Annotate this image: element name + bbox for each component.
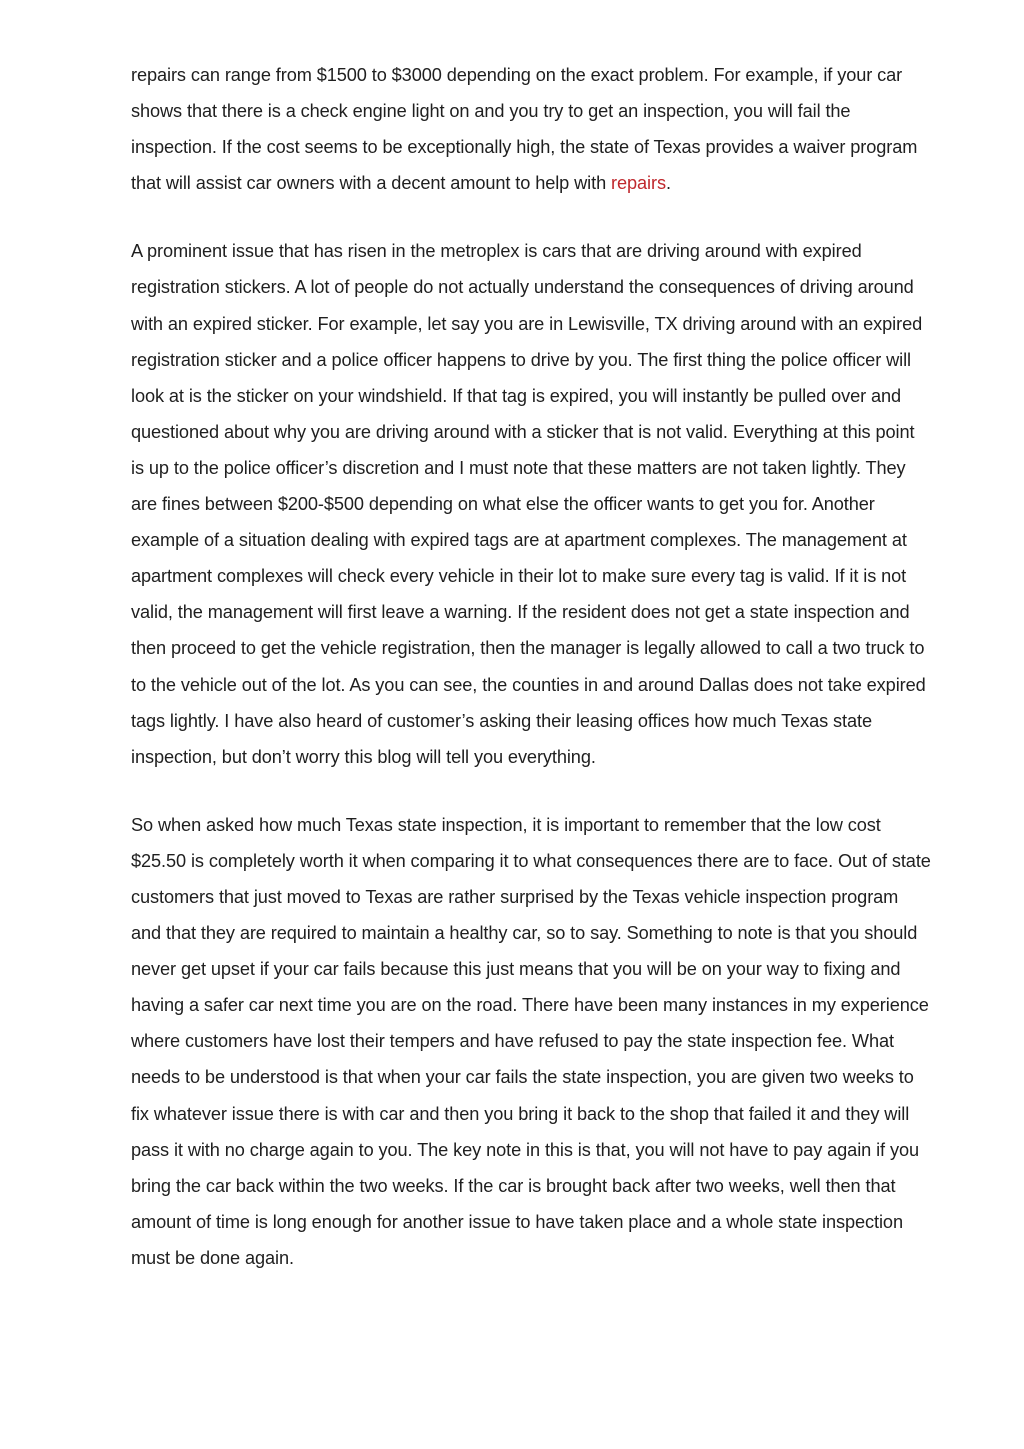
repairs-link[interactable]: repairs (611, 173, 666, 194)
paragraph-inspection-cost: So when asked how much Texas state inspection, it is important to remember that the low cost $25.50 is completely worth it when comparing it to what consequences there are to face. Out of state customers that just moved to Texas are rather surprised by the Texas vehicle inspection program and that they are required to maintain a healthy car, so to say. Something to note is that you should never get upset if your car fails because this just means that you will be on your way to fixing and having a safer car next time you are on the road. There have been many instances in my experience where customers have lost their tempers and have refused to pay the state inspection fee. What needs to be understood is that when your car fails the state inspection, you are given two weeks to fix whatever issue there is with car and then you bring it back to the shop that failed it and they will pass it with no charge again to you. The key note in this is that, you will not have to pay again if you bring the car back within the two weeks. If the car is brought back after two weeks, well then that amount of time is long enough for another issue to have taken place and a whole state inspection must be done again. (131, 814, 931, 1268)
paragraph-expired-registration: A prominent issue that has risen in the metroplex is cars that are driving around with expired registration stickers. A lot of people do not actually understand the consequences of driving around with an expired sticker. For example, let say you are in Lewisville, TX driving around with an expired registration sticker and a police officer happens to drive by you. The first thing the police officer will look at is the sticker on your windshield. If that tag is expired, you will instantly be pulled over and questioned about why you are driving around with a sticker that is not valid. Everything at this point is up to the police officer’s discretion and I must note that these matters are not taken lightly. They are fines between $200-$500 depending on what else the officer wants to get you for. Another example of a situation dealing with expired tags are at apartment complexes. The management at apartment complexes will check every vehicle in their lot to make sure every tag is valid. If it is not valid, the management will first leave a warning. If the resident does not get a state inspection and then proceed to get the vehicle registration, then the manager is legally allowed to call a two truck to to the vehicle out of the lot. As you can see, the counties in and around Dallas does not take expired tags lightly. I have also heard of customer’s asking their leasing offices how much Texas state inspection, but don’t worry this blog will tell you everything. (131, 241, 926, 767)
paragraph-repairs-cost-text: repairs can range from $1500 to $3000 depending on the exact problem. For example, if your car shows that there is a check engine light on and you try to get an inspection, you will fail the inspection. If the cost seems to be exceptionally high, the state of Texas provides a waiver program that will assist car owners with a decent amount to help with (131, 65, 918, 194)
paragraph-repairs-cost (131, 57, 931, 201)
paragraph-repairs-cost-end: . (665, 173, 671, 194)
article-body (131, 57, 931, 1276)
